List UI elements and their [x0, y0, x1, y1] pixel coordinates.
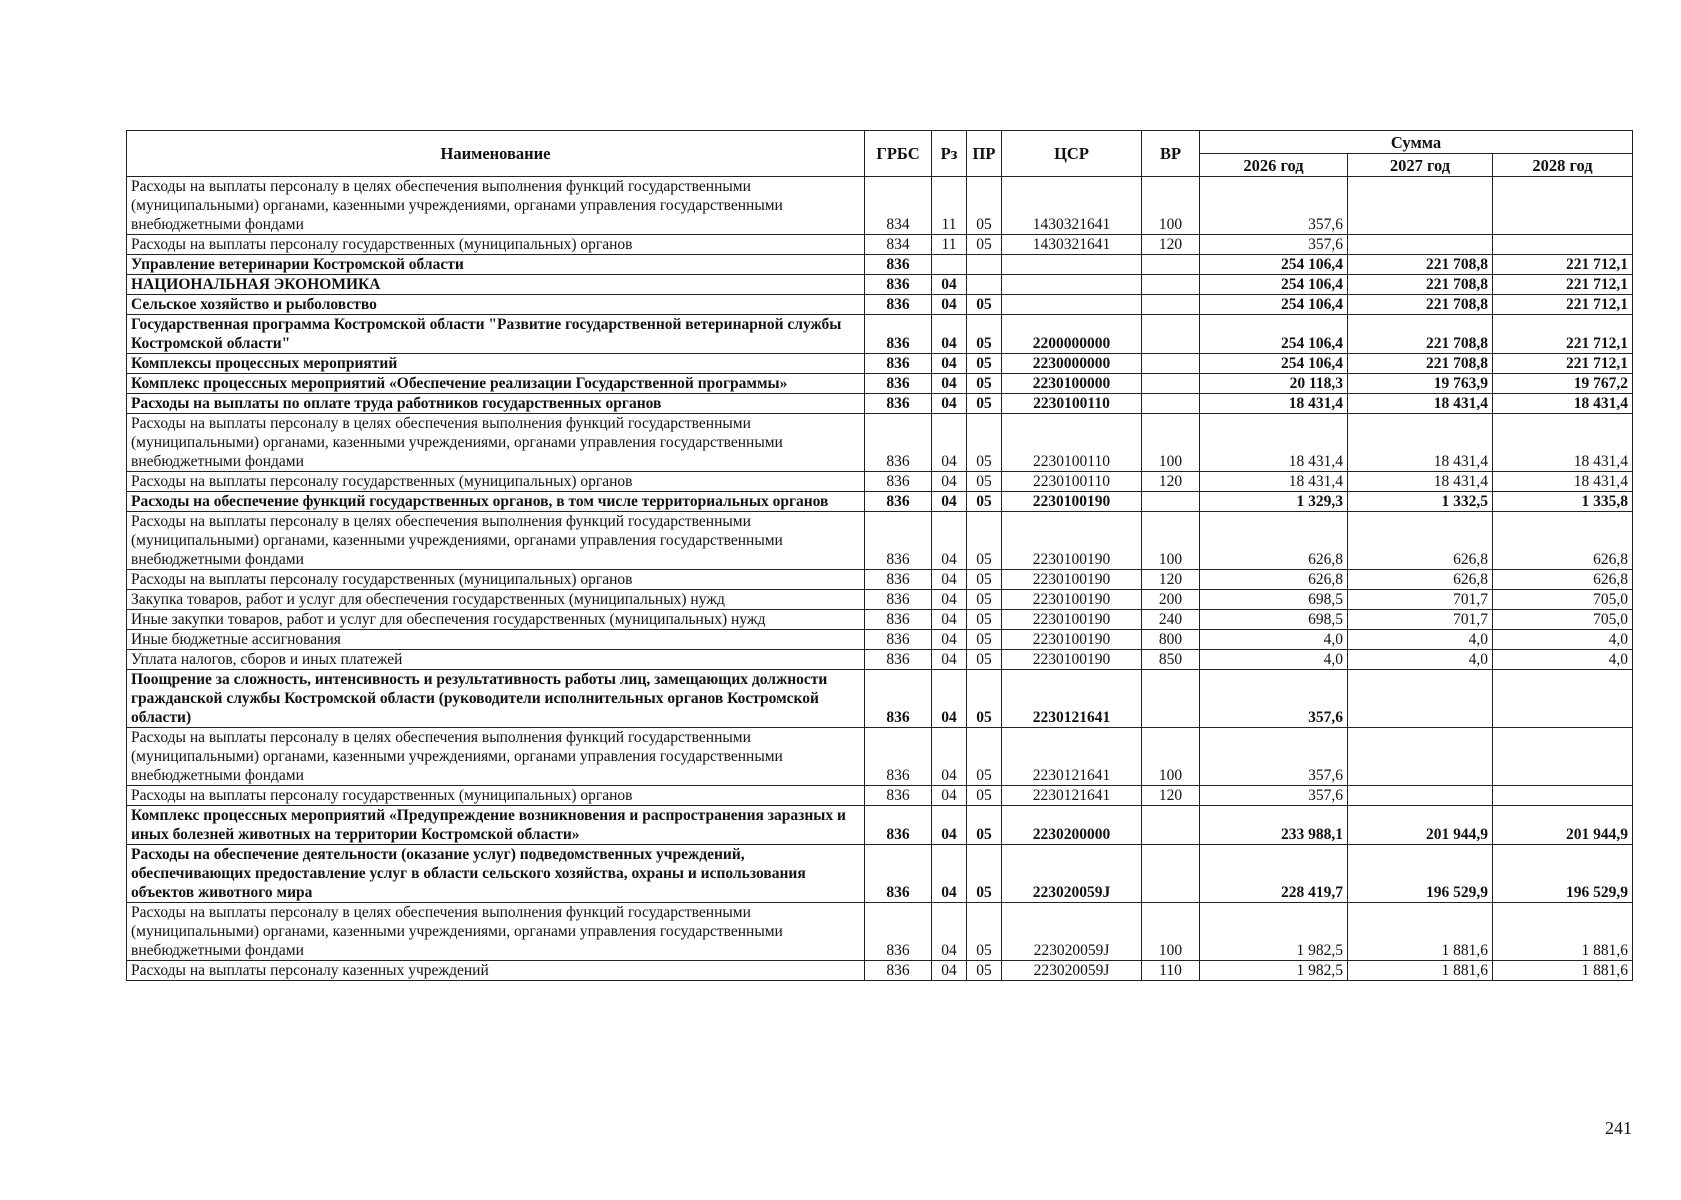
cell-y2027 [1348, 235, 1493, 255]
cell-name: Уплата налогов, сборов и иных платежей [127, 650, 865, 670]
cell-pr: 05 [967, 315, 1002, 354]
cell-grbs: 836 [865, 670, 932, 728]
cell-csr: 2230121641 [1002, 728, 1142, 786]
cell-y2026: 254 106,4 [1200, 295, 1348, 315]
cell-name: Расходы на выплаты по оплате труда работников государственных органов [127, 394, 865, 414]
cell-name: Комплекс процессных мероприятий «Предупреждение возникновения и распространения заразных и иных болезней животных на территории Костромской области» [127, 806, 865, 845]
cell-y2028: 196 529,9 [1493, 845, 1633, 903]
cell-y2027: 1 881,6 [1348, 903, 1493, 961]
cell-grbs: 836 [865, 414, 932, 472]
table-row [127, 512, 1633, 570]
cell-vr [1142, 806, 1200, 845]
cell-name: Расходы на выплаты персоналу в целях обеспечения выполнения функций государственными (муниципальными) органами, казенными учреждениями, органами управления государственными внебюджетными фондами [127, 177, 865, 235]
cell-name: Расходы на выплаты персоналу государственных (муниципальных) органов [127, 786, 865, 806]
cell-y2027 [1348, 728, 1493, 786]
cell-vr: 120 [1142, 472, 1200, 492]
cell-name: Расходы на выплаты персоналу казенных учреждений [127, 961, 865, 981]
cell-rz: 04 [932, 903, 967, 961]
cell-vr: 240 [1142, 610, 1200, 630]
cell-y2028: 221 712,1 [1493, 315, 1633, 354]
cell-y2028: 1 881,6 [1493, 961, 1633, 981]
header-rz: Рз [932, 131, 967, 177]
cell-pr: 05 [967, 472, 1002, 492]
cell-y2026: 1 982,5 [1200, 961, 1348, 981]
cell-pr: 05 [967, 903, 1002, 961]
cell-csr: 2230100110 [1002, 414, 1142, 472]
table-row [127, 295, 1633, 315]
cell-y2026: 18 431,4 [1200, 472, 1348, 492]
cell-rz: 04 [932, 414, 967, 472]
cell-y2026: 20 118,3 [1200, 374, 1348, 394]
cell-grbs: 836 [865, 903, 932, 961]
cell-y2026: 626,8 [1200, 512, 1348, 570]
cell-name: Расходы на выплаты персоналу в целях обеспечения выполнения функций государственными (муниципальными) органами, казенными учреждениями, органами управления государственными внебюджетными фондами [127, 728, 865, 786]
cell-y2028: 705,0 [1493, 590, 1633, 610]
cell-y2028: 4,0 [1493, 650, 1633, 670]
cell-rz: 04 [932, 570, 967, 590]
cell-rz: 04 [932, 275, 967, 295]
cell-grbs: 834 [865, 177, 932, 235]
cell-vr: 100 [1142, 512, 1200, 570]
cell-grbs: 836 [865, 275, 932, 295]
cell-y2028 [1493, 786, 1633, 806]
cell-y2028 [1493, 670, 1633, 728]
cell-csr: 2230100110 [1002, 472, 1142, 492]
cell-vr [1142, 374, 1200, 394]
cell-y2027 [1348, 670, 1493, 728]
cell-y2027: 626,8 [1348, 512, 1493, 570]
cell-y2026: 698,5 [1200, 590, 1348, 610]
cell-y2027: 4,0 [1348, 650, 1493, 670]
cell-rz: 04 [932, 354, 967, 374]
cell-y2026: 357,6 [1200, 728, 1348, 786]
cell-y2028: 705,0 [1493, 610, 1633, 630]
cell-y2026: 4,0 [1200, 630, 1348, 650]
cell-name: Расходы на выплаты персоналу в целях обеспечения выполнения функций государственными (муниципальными) органами, казенными учреждениями, органами управления государственными внебюджетными фондами [127, 414, 865, 472]
table-row [127, 177, 1633, 235]
cell-pr: 05 [967, 374, 1002, 394]
cell-rz: 04 [932, 845, 967, 903]
cell-vr [1142, 845, 1200, 903]
cell-name: Управление ветеринарии Костромской области [127, 255, 865, 275]
cell-rz: 04 [932, 650, 967, 670]
cell-grbs: 836 [865, 806, 932, 845]
cell-pr: 05 [967, 961, 1002, 981]
cell-rz: 04 [932, 315, 967, 354]
cell-pr: 05 [967, 786, 1002, 806]
cell-name: Иные закупки товаров, работ и услуг для обеспечения государственных (муниципальных) нужд [127, 610, 865, 630]
cell-pr: 05 [967, 728, 1002, 786]
cell-pr: 05 [967, 354, 1002, 374]
cell-y2028: 221 712,1 [1493, 275, 1633, 295]
table-row [127, 394, 1633, 414]
cell-csr: 2230200000 [1002, 806, 1142, 845]
budget-document [126, 130, 1632, 981]
cell-csr: 2230100190 [1002, 512, 1142, 570]
cell-pr: 05 [967, 492, 1002, 512]
cell-vr: 800 [1142, 630, 1200, 650]
cell-y2027: 221 708,8 [1348, 275, 1493, 295]
cell-y2026: 698,5 [1200, 610, 1348, 630]
cell-grbs: 836 [865, 295, 932, 315]
table-row [127, 903, 1633, 961]
cell-y2026: 4,0 [1200, 650, 1348, 670]
cell-y2026: 254 106,4 [1200, 275, 1348, 295]
table-row [127, 255, 1633, 275]
cell-csr: 2200000000 [1002, 315, 1142, 354]
table-row [127, 414, 1633, 472]
cell-grbs: 836 [865, 354, 932, 374]
cell-csr [1002, 295, 1142, 315]
cell-y2028: 626,8 [1493, 512, 1633, 570]
cell-y2027 [1348, 177, 1493, 235]
cell-y2026: 18 431,4 [1200, 394, 1348, 414]
cell-vr [1142, 275, 1200, 295]
cell-vr [1142, 295, 1200, 315]
cell-y2026: 1 982,5 [1200, 903, 1348, 961]
cell-y2026: 357,6 [1200, 786, 1348, 806]
header-pr: ПР [967, 131, 1002, 177]
cell-y2027: 201 944,9 [1348, 806, 1493, 845]
cell-name: Сельское хозяйство и рыболовство [127, 295, 865, 315]
table-row [127, 374, 1633, 394]
cell-y2026: 228 419,7 [1200, 845, 1348, 903]
cell-rz: 04 [932, 492, 967, 512]
cell-y2028: 1 335,8 [1493, 492, 1633, 512]
table-row [127, 728, 1633, 786]
cell-csr: 2230100110 [1002, 394, 1142, 414]
cell-grbs: 836 [865, 786, 932, 806]
table-row [127, 590, 1633, 610]
table-row [127, 610, 1633, 630]
cell-pr: 05 [967, 630, 1002, 650]
table-row [127, 315, 1633, 354]
cell-y2026: 233 988,1 [1200, 806, 1348, 845]
cell-y2027: 1 332,5 [1348, 492, 1493, 512]
cell-csr: 2230100190 [1002, 570, 1142, 590]
cell-grbs: 836 [865, 472, 932, 492]
cell-rz: 04 [932, 610, 967, 630]
budget-table [126, 130, 1633, 981]
cell-grbs: 836 [865, 630, 932, 650]
cell-y2028: 4,0 [1493, 630, 1633, 650]
page-number: 241 [1605, 1118, 1632, 1138]
cell-pr: 05 [967, 845, 1002, 903]
cell-name: Расходы на обеспечение деятельности (оказание услуг) подведомственных учреждений, обеспечивающих предоставление услуг в области сельского хозяйства, охраны и использования объектов животного мира [127, 845, 865, 903]
cell-y2027 [1348, 786, 1493, 806]
cell-grbs: 836 [865, 590, 932, 610]
cell-y2028 [1493, 728, 1633, 786]
table-body [127, 177, 1633, 981]
cell-grbs: 836 [865, 650, 932, 670]
cell-pr: 05 [967, 670, 1002, 728]
cell-name: Комплексы процессных мероприятий [127, 354, 865, 374]
header-year-2027: 2027 год [1348, 154, 1493, 177]
cell-name: Комплекс процессных мероприятий «Обеспечение реализации Государственной программы» [127, 374, 865, 394]
cell-pr: 05 [967, 650, 1002, 670]
table-row [127, 235, 1633, 255]
header-sum: Сумма [1200, 131, 1633, 154]
cell-name: Расходы на выплаты персоналу государственных (муниципальных) органов [127, 570, 865, 590]
cell-csr: 1430321641 [1002, 177, 1142, 235]
cell-name: Расходы на выплаты персоналу в целях обеспечения выполнения функций государственными (муниципальными) органами, казенными учреждениями, органами управления государственными внебюджетными фондами [127, 512, 865, 570]
cell-grbs: 836 [865, 315, 932, 354]
cell-grbs: 836 [865, 255, 932, 275]
cell-y2028 [1493, 235, 1633, 255]
cell-rz: 04 [932, 590, 967, 610]
cell-csr [1002, 275, 1142, 295]
cell-y2027: 4,0 [1348, 630, 1493, 650]
cell-y2028: 18 431,4 [1493, 394, 1633, 414]
cell-y2026: 357,6 [1200, 670, 1348, 728]
table-row [127, 492, 1633, 512]
cell-name: Поощрение за сложность, интенсивность и результативность работы лиц, замещающих должности гражданской службы Костромской области (руководители исполнительных органов Костромской области) [127, 670, 865, 728]
cell-csr: 2230000000 [1002, 354, 1142, 374]
cell-name: Иные бюджетные ассигнования [127, 630, 865, 650]
cell-rz: 04 [932, 295, 967, 315]
cell-pr: 05 [967, 590, 1002, 610]
cell-y2026: 254 106,4 [1200, 255, 1348, 275]
cell-rz [932, 255, 967, 275]
cell-y2028: 221 712,1 [1493, 255, 1633, 275]
table-row [127, 845, 1633, 903]
cell-rz: 11 [932, 235, 967, 255]
cell-y2027: 221 708,8 [1348, 315, 1493, 354]
cell-y2027: 221 708,8 [1348, 295, 1493, 315]
cell-y2028: 18 431,4 [1493, 414, 1633, 472]
cell-vr: 100 [1142, 728, 1200, 786]
cell-vr [1142, 315, 1200, 354]
header-vr: ВР [1142, 131, 1200, 177]
cell-rz: 04 [932, 512, 967, 570]
cell-y2027: 18 431,4 [1348, 472, 1493, 492]
cell-pr: 05 [967, 414, 1002, 472]
cell-y2026: 254 106,4 [1200, 354, 1348, 374]
cell-grbs: 834 [865, 235, 932, 255]
cell-name: Государственная программа Костромской области "Развитие государственной ветеринарной службы Костромской области" [127, 315, 865, 354]
cell-y2028: 1 881,6 [1493, 903, 1633, 961]
cell-name: Расходы на обеспечение функций государственных органов, в том числе территориальных органов [127, 492, 865, 512]
cell-pr [967, 255, 1002, 275]
cell-rz: 04 [932, 728, 967, 786]
cell-rz: 04 [932, 394, 967, 414]
cell-csr: 2230100190 [1002, 610, 1142, 630]
cell-grbs: 836 [865, 492, 932, 512]
cell-pr: 05 [967, 177, 1002, 235]
cell-pr: 05 [967, 394, 1002, 414]
header-year-2026: 2026 год [1200, 154, 1348, 177]
cell-rz: 04 [932, 786, 967, 806]
cell-y2026: 1 329,3 [1200, 492, 1348, 512]
table-row [127, 786, 1633, 806]
cell-vr [1142, 492, 1200, 512]
cell-name: НАЦИОНАЛЬНАЯ ЭКОНОМИКА [127, 275, 865, 295]
cell-vr: 100 [1142, 903, 1200, 961]
cell-y2027: 1 881,6 [1348, 961, 1493, 981]
cell-vr [1142, 255, 1200, 275]
cell-vr: 200 [1142, 590, 1200, 610]
cell-pr [967, 275, 1002, 295]
cell-vr: 120 [1142, 235, 1200, 255]
table-row [127, 630, 1633, 650]
cell-y2028 [1493, 177, 1633, 235]
cell-y2027: 626,8 [1348, 570, 1493, 590]
table-row [127, 570, 1633, 590]
cell-vr: 120 [1142, 570, 1200, 590]
header-csr: ЦСР [1002, 131, 1142, 177]
cell-name: Расходы на выплаты персоналу в целях обеспечения выполнения функций государственными (муниципальными) органами, казенными учреждениями, органами управления государственными внебюджетными фондами [127, 903, 865, 961]
cell-csr: 2230100190 [1002, 630, 1142, 650]
cell-csr: 2230121641 [1002, 670, 1142, 728]
table-row [127, 961, 1633, 981]
cell-pr: 05 [967, 235, 1002, 255]
cell-y2026: 254 106,4 [1200, 315, 1348, 354]
cell-grbs: 836 [865, 512, 932, 570]
cell-csr: 223020059J [1002, 903, 1142, 961]
cell-rz: 11 [932, 177, 967, 235]
header-row [127, 131, 1633, 154]
cell-csr [1002, 255, 1142, 275]
cell-y2026: 18 431,4 [1200, 414, 1348, 472]
cell-grbs: 836 [865, 845, 932, 903]
cell-name: Закупка товаров, работ и услуг для обеспечения государственных (муниципальных) нужд [127, 590, 865, 610]
cell-y2027: 221 708,8 [1348, 354, 1493, 374]
cell-y2028: 626,8 [1493, 570, 1633, 590]
cell-y2027: 18 431,4 [1348, 414, 1493, 472]
header-year-2028: 2028 год [1493, 154, 1633, 177]
cell-pr: 05 [967, 570, 1002, 590]
cell-csr: 2230100000 [1002, 374, 1142, 394]
cell-grbs: 836 [865, 374, 932, 394]
cell-rz: 04 [932, 630, 967, 650]
header-name: Наименование [127, 131, 865, 177]
cell-csr: 223020059J [1002, 961, 1142, 981]
cell-y2027: 196 529,9 [1348, 845, 1493, 903]
table-row [127, 472, 1633, 492]
cell-y2027: 701,7 [1348, 610, 1493, 630]
cell-y2028: 19 767,2 [1493, 374, 1633, 394]
cell-grbs: 836 [865, 728, 932, 786]
cell-rz: 04 [932, 806, 967, 845]
cell-vr: 110 [1142, 961, 1200, 981]
cell-vr [1142, 670, 1200, 728]
cell-pr: 05 [967, 806, 1002, 845]
cell-pr: 05 [967, 295, 1002, 315]
cell-vr [1142, 354, 1200, 374]
cell-grbs: 836 [865, 394, 932, 414]
cell-vr: 100 [1142, 177, 1200, 235]
cell-y2026: 357,6 [1200, 235, 1348, 255]
cell-name: Расходы на выплаты персоналу государственных (муниципальных) органов [127, 472, 865, 492]
cell-rz: 04 [932, 472, 967, 492]
cell-csr: 223020059J [1002, 845, 1142, 903]
cell-vr: 850 [1142, 650, 1200, 670]
cell-csr: 2230100190 [1002, 650, 1142, 670]
cell-csr: 1430321641 [1002, 235, 1142, 255]
cell-rz: 04 [932, 670, 967, 728]
cell-csr: 2230121641 [1002, 786, 1142, 806]
cell-pr: 05 [967, 610, 1002, 630]
cell-y2027: 221 708,8 [1348, 255, 1493, 275]
cell-vr: 100 [1142, 414, 1200, 472]
cell-csr: 2230100190 [1002, 590, 1142, 610]
cell-y2027: 19 763,9 [1348, 374, 1493, 394]
cell-grbs: 836 [865, 961, 932, 981]
table-row [127, 806, 1633, 845]
cell-y2027: 701,7 [1348, 590, 1493, 610]
cell-name: Расходы на выплаты персоналу государственных (муниципальных) органов [127, 235, 865, 255]
table-row [127, 354, 1633, 374]
table-row [127, 650, 1633, 670]
cell-csr: 2230100190 [1002, 492, 1142, 512]
cell-rz: 04 [932, 374, 967, 394]
cell-vr: 120 [1142, 786, 1200, 806]
table-row [127, 275, 1633, 295]
cell-y2028: 221 712,1 [1493, 354, 1633, 374]
cell-pr: 05 [967, 512, 1002, 570]
cell-vr [1142, 394, 1200, 414]
cell-y2026: 357,6 [1200, 177, 1348, 235]
cell-y2028: 201 944,9 [1493, 806, 1633, 845]
cell-rz: 04 [932, 961, 967, 981]
cell-y2027: 18 431,4 [1348, 394, 1493, 414]
cell-y2028: 221 712,1 [1493, 295, 1633, 315]
cell-grbs: 836 [865, 610, 932, 630]
cell-y2028: 18 431,4 [1493, 472, 1633, 492]
cell-y2026: 626,8 [1200, 570, 1348, 590]
cell-grbs: 836 [865, 570, 932, 590]
table-row [127, 670, 1633, 728]
header-grbs: ГРБС [865, 131, 932, 177]
